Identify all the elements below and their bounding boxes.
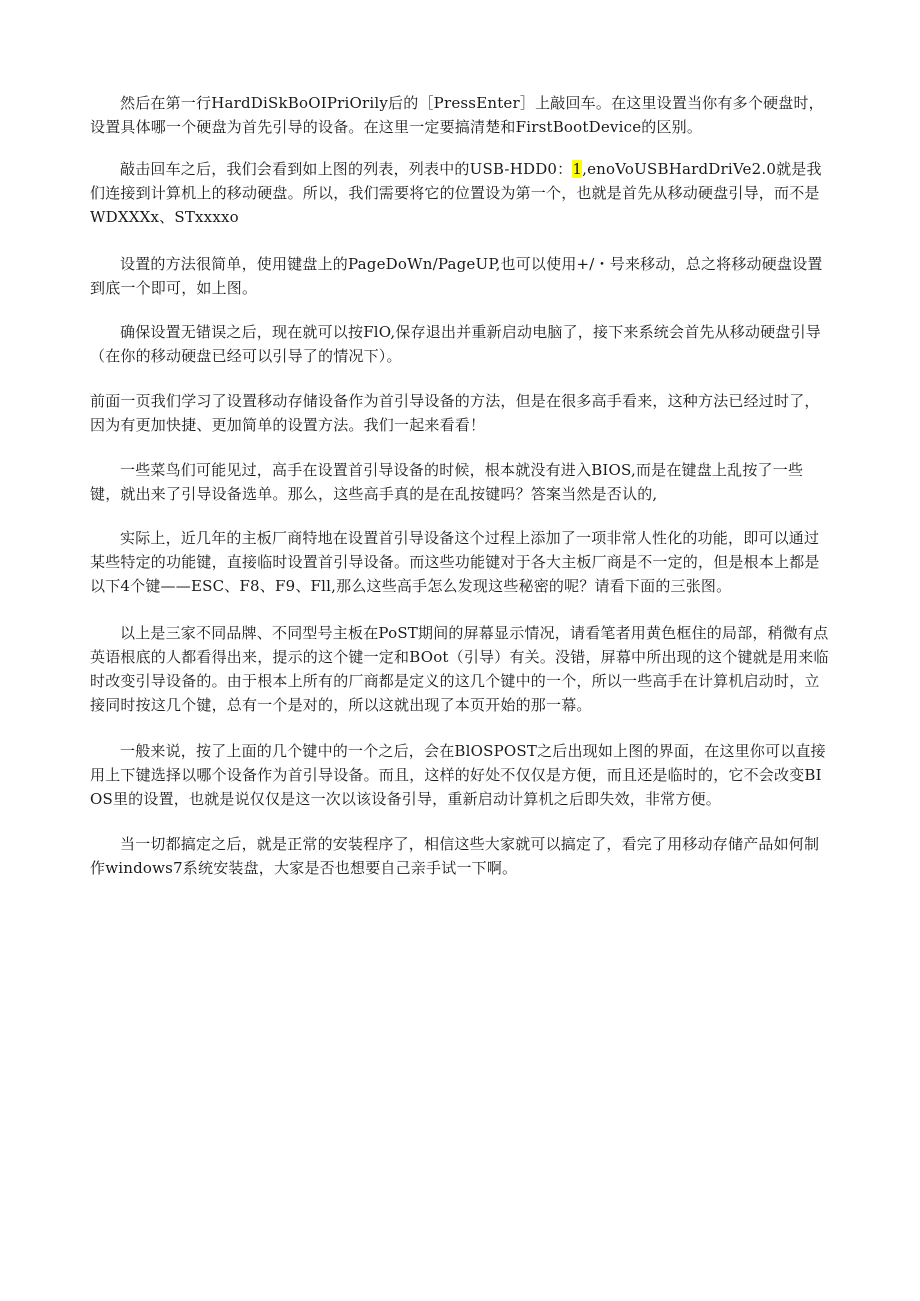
paragraph-9: 一般来说，按了上面的几个键中的一个之后，会在BlOSPOST之后出现如上图的界面，在这里你可以直接用上下键选择以哪个设备作为首引导设备。而且，这样的好处不仅仅是方便，而且还是临时的，它不会改变BIOS里的设置，也就是说仅仅是这一次以该设备引导，重新启动计算机之后即失效，非常方便。 (90, 742, 826, 808)
paragraph-5: 前面一页我们学习了设置移动存储设备作为首引导设备的方法，但是在很多高手看来，这种方法已经过时了，因为有更加快捷、更加简单的设置方法。我们一起来看看！ (90, 392, 820, 434)
highlighted-text: 1 (572, 160, 583, 178)
paragraph-7: 实际上，近几年的主板厂商特地在设置首引导设备这个过程上添加了一项非常人性化的功能，即可以通过某些特定的功能键，直接临时设置首引导设备。而这些功能键对于各大主板厂商是不一定的，但是根本上都是以下4个键——ESC、F8、F9、Fll,那么这些高手怎么发现这些秘密的呢？请看下面的三张图。 (90, 529, 820, 595)
paragraph-10: 当一切都搞定之后，就是正常的安装程序了，相信这些大家就可以搞定了，看完了用移动存储产品如何制作windows7系统安装盘，大家是否也想要自己亲手试一下啊。 (90, 835, 820, 877)
paragraph-2-pre: 敲击回车之后，我们会看到如上图的列表，列表中的USB-HDD0： (120, 160, 573, 178)
paragraph-1: 然后在第一行HardDiSkBoOIPriOrily后的［PressEnter］上敲回车。在这里设置当你有多个硬盘时，设置具体哪一个硬盘为首先引导的设备。在这里一定要搞清楚和FirstBootDevice的区别。 (90, 94, 824, 136)
paragraph-6: 一些菜鸟们可能见过，高手在设置首引导设备的时候，根本就没有进入BIOS,而是在键盘上乱按了一些键，就出来了引导设备选单。那么，这些高手真的是在乱按键吗？答案当然是否认的, (90, 461, 804, 503)
paragraph-2 (90, 157, 830, 229)
paragraph-4: 确保设置无错误之后，现在就可以按FlO,保存退出并重新启动电脑了，接下来系统会首先从移动硬盘引导（在你的移动硬盘已经可以引导了的情况下）。 (90, 323, 821, 365)
paragraph-8: 以上是三家不同品牌、不同型号主板在PoST期间的屏幕显示情况，请看笔者用黄色框住的局部，稍微有点英语根底的人都看得出来，提示的这个键一定和BOot（引导）有关。没错，屏幕中所出现的这个键就是用来临时改变引导设备的。由于根本上所有的厂商都是定义的这几个键中的一个，所以一些高手在计算机启动时，立接同时按这几个键，总有一个是对的，所以这就出现了本页开始的那一幕。 (90, 624, 829, 714)
paragraph-2-post: ,enoVoUSBHardDriVe2.0就是我们连接到计算机上的移动硬盘。所以，我们需要将它的位置设为第一个，也就是首先从移动硬盘引导，而不是WDXXXx、STxxxxo (90, 160, 822, 226)
paragraph-3: 设置的方法很简单，使用键盘上的PageDoWn/PageUP,也可以使用+/・号来移动，总之将移动硬盘设置到底一个即可，如上图。 (90, 255, 823, 297)
